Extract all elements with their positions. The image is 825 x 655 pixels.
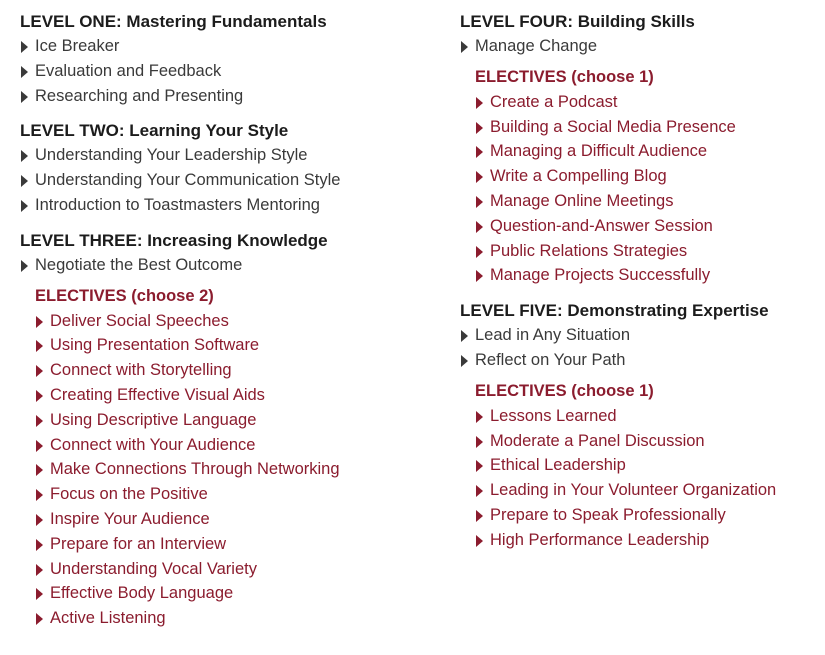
triangle-right-icon (36, 390, 43, 402)
project-label: Ice Breaker (35, 37, 120, 55)
project-label: Evaluation and Feedback (35, 61, 222, 80)
elective-project-list (475, 90, 825, 288)
elective-project-item (475, 139, 825, 164)
project-label: Prepare for an Interview (50, 534, 227, 553)
project-label: Building a Social Media Presence (490, 117, 736, 136)
triangle-right-icon (36, 365, 43, 377)
project-label: Effective Body Language (50, 584, 234, 603)
project-label: Focus on the Positive (50, 485, 208, 504)
project-label: Deliver Social Speeches (50, 311, 229, 330)
triangle-right-icon (36, 514, 43, 526)
project-label: Using Presentation Software (50, 336, 260, 355)
electives-block (35, 285, 420, 631)
triangle-right-icon (21, 260, 28, 272)
level-five (460, 301, 825, 552)
project-label: Researching and Presenting (35, 86, 244, 105)
elective-project-item (35, 383, 420, 408)
elective-project-item (475, 214, 825, 239)
elective-project-item (475, 404, 825, 429)
elective-project-item (35, 606, 420, 631)
triangle-right-icon (36, 340, 43, 352)
project-label: Understanding Vocal Variety (50, 559, 257, 578)
triangle-right-icon (476, 196, 483, 208)
level-three (20, 231, 420, 631)
electives-heading: ELECTIVES (choose 1) (475, 67, 654, 86)
triangle-right-icon (21, 175, 28, 187)
triangle-right-icon (476, 436, 483, 448)
project-label: Connect with Your Audience (50, 435, 256, 454)
project-label: Using Descriptive Language (50, 410, 257, 429)
level-title: LEVEL ONE: Mastering Fundamentals (20, 12, 327, 31)
triangle-right-icon (476, 146, 483, 158)
triangle-right-icon (36, 539, 43, 551)
project-label: Ethical Leadership (490, 456, 626, 475)
triangle-right-icon (461, 330, 468, 342)
electives-heading: ELECTIVES (choose 1) (475, 381, 654, 400)
triangle-right-icon (36, 316, 43, 328)
level-title: LEVEL THREE: Increasing Knowledge (20, 230, 328, 250)
elective-project-item (475, 503, 825, 528)
core-project-item (20, 84, 420, 109)
elective-project-list (475, 404, 825, 553)
triangle-right-icon (476, 171, 483, 183)
elective-project-item (35, 532, 420, 557)
triangle-right-icon (36, 588, 43, 600)
triangle-right-icon (476, 485, 483, 497)
triangle-right-icon (476, 246, 483, 258)
elective-project-item (475, 239, 825, 264)
core-project-list (20, 34, 420, 108)
triangle-right-icon (476, 97, 483, 109)
triangle-right-icon (461, 41, 468, 53)
elective-project-item (475, 429, 825, 454)
project-label: Prepare to Speak Professionally (490, 505, 726, 524)
project-label: Create a Podcast (490, 92, 618, 111)
triangle-right-icon (476, 460, 483, 472)
elective-project-item (35, 457, 420, 482)
project-label: Moderate a Panel Discussion (490, 431, 705, 450)
elective-project-item (35, 358, 420, 383)
level-two (20, 121, 420, 217)
elective-project-item (35, 333, 420, 358)
level-title: LEVEL FIVE: Demonstrating Expertise (460, 301, 769, 321)
project-label: Active Listening (50, 609, 166, 628)
core-project-item (20, 59, 420, 84)
elective-project-item (475, 189, 825, 214)
electives-block (475, 66, 825, 288)
elective-project-item (475, 115, 825, 140)
triangle-right-icon (36, 464, 43, 476)
core-project-list (20, 253, 420, 278)
triangle-right-icon (476, 411, 483, 423)
left-column (20, 12, 420, 644)
electives-block (475, 380, 825, 553)
project-label: Make Connections Through Networking (50, 460, 340, 479)
core-project-item (20, 34, 420, 59)
project-label: High Performance Leadership (490, 530, 710, 549)
core-project-item (460, 323, 825, 348)
triangle-right-icon (21, 91, 28, 103)
triangle-right-icon (21, 200, 28, 212)
project-label: Creating Effective Visual Aids (50, 385, 265, 404)
core-project-item (20, 168, 420, 193)
project-label: Inspire Your Audience (50, 509, 210, 528)
level-title: LEVEL TWO: Learning Your Style (20, 121, 289, 141)
triangle-right-icon (36, 415, 43, 427)
elective-project-item (35, 557, 420, 582)
triangle-right-icon (36, 440, 43, 452)
core-project-list (20, 143, 420, 217)
project-label: Leading in Your Volunteer Organization (490, 481, 777, 500)
elective-project-item (35, 581, 420, 606)
project-label: Negotiate the Best Outcome (35, 255, 243, 274)
elective-project-item (475, 263, 825, 288)
right-column (460, 12, 825, 566)
project-label: Understanding Your Leadership Style (35, 146, 308, 165)
elective-project-item (35, 433, 420, 458)
triangle-right-icon (476, 221, 483, 233)
elective-project-item (35, 309, 420, 334)
core-project-item (460, 348, 825, 373)
triangle-right-icon (21, 66, 28, 78)
project-label: Manage Change (475, 37, 598, 55)
project-label: Write a Compelling Blog (490, 167, 667, 186)
elective-project-item (35, 482, 420, 507)
level-four (460, 12, 825, 288)
project-label: Question-and-Answer Session (490, 216, 713, 235)
project-label: Lessons Learned (490, 406, 617, 425)
project-label: Reflect on Your Path (475, 350, 626, 369)
project-label: Managing a Difficult Audience (490, 142, 708, 161)
triangle-right-icon (476, 270, 483, 282)
elective-project-item (475, 90, 825, 115)
triangle-right-icon (476, 510, 483, 522)
project-label: Manage Online Meetings (490, 191, 674, 210)
triangle-right-icon (476, 122, 483, 134)
project-label: Lead in Any Situation (475, 326, 631, 345)
core-project-item (20, 143, 420, 168)
triangle-right-icon (476, 535, 483, 547)
project-label: Understanding Your Communication Style (35, 171, 341, 190)
core-project-item (460, 34, 825, 59)
core-project-list (460, 323, 825, 373)
elective-project-item (475, 478, 825, 503)
core-project-item (20, 193, 420, 218)
triangle-right-icon (36, 564, 43, 576)
level-title: LEVEL FOUR: Building Skills (460, 12, 695, 31)
triangle-right-icon (36, 613, 43, 625)
electives-heading: ELECTIVES (choose 2) (35, 286, 214, 305)
triangle-right-icon (21, 150, 28, 162)
elective-project-item (475, 164, 825, 189)
project-label: Connect with Storytelling (50, 361, 232, 380)
elective-project-item (475, 528, 825, 553)
core-project-item (20, 253, 420, 278)
project-label: Introduction to Toastmasters Mentoring (35, 195, 320, 214)
project-label: Public Relations Strategies (490, 241, 688, 260)
core-project-list (460, 34, 825, 59)
elective-project-item (475, 453, 825, 478)
project-label: Manage Projects Successfully (490, 266, 711, 285)
triangle-right-icon (36, 489, 43, 501)
elective-project-item (35, 507, 420, 532)
elective-project-item (35, 408, 420, 433)
elective-project-list (35, 309, 420, 631)
triangle-right-icon (461, 355, 468, 367)
triangle-right-icon (21, 41, 28, 53)
level-one (20, 12, 420, 108)
